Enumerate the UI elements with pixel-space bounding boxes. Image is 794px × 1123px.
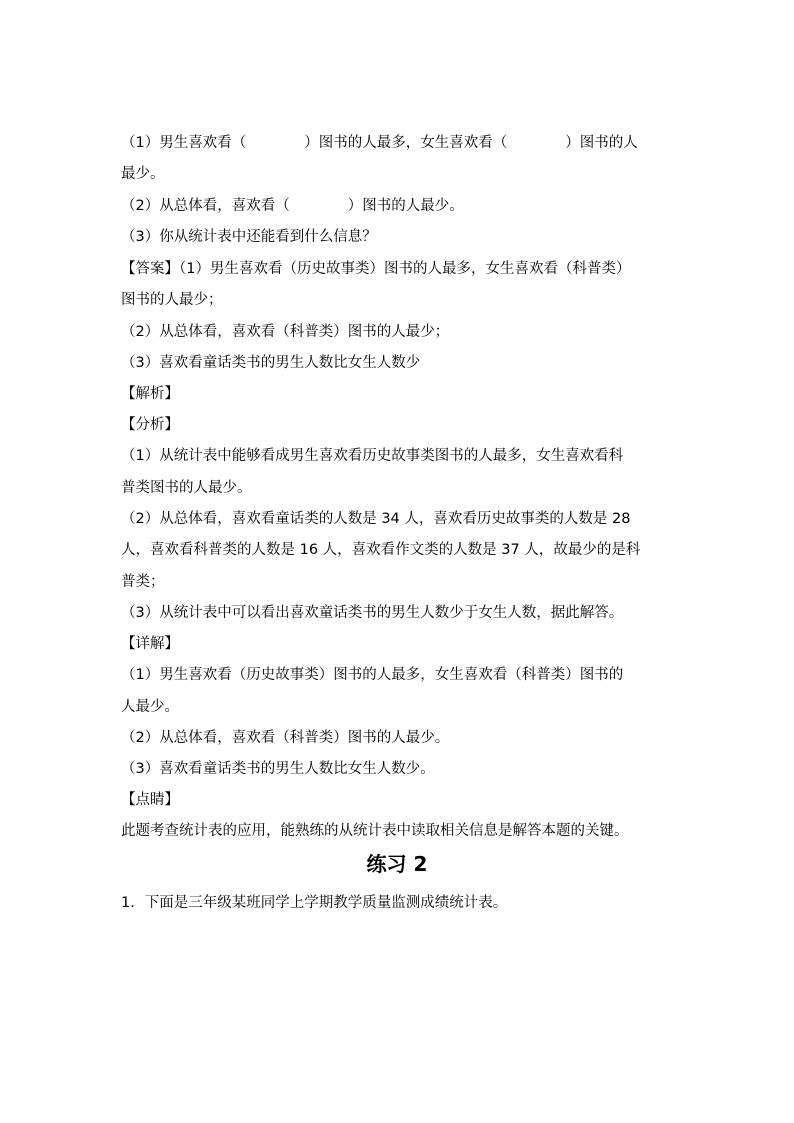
analysis-line-4: 人，喜欢看科普类的人数是 16 人，喜欢看作文类的人数是 37 人，故最少的是科 (121, 542, 641, 558)
question-2-line: （2）从总体看，喜欢看（ ）图书的人最少。 (121, 198, 464, 214)
answer-line-4: （3）喜欢看童话类书的男生人数比女生人数少 (121, 355, 421, 371)
analysis-line-2: 普类图书的人最少。 (121, 480, 252, 496)
analysis-subheading: 【分析】 (121, 417, 179, 433)
analysis-line-5: 普类； (121, 574, 165, 590)
question-3-line: （3）你从统计表中还能看到什么信息？ (121, 229, 377, 245)
comment-heading: 【点睛】 (121, 792, 179, 808)
exercise-question-1: 1．下面是三年级某班同学上学期教学质量监测成绩统计表。 (121, 895, 508, 911)
answer-line-2: 图书的人最少； (121, 292, 223, 308)
analysis-line-1: （1）从统计表中能够看成男生喜欢看历史故事类图书的人最多，女生喜欢看科 (121, 448, 624, 464)
question-1-line-2: 最少。 (121, 166, 165, 182)
analysis-line-3: （2）从总体看，喜欢看童话类的人数是 34 人，喜欢看历史故事类的人数是 28 (121, 511, 631, 527)
section-title: 练习 2 (366, 852, 428, 876)
analysis-heading: 【解析】 (121, 386, 179, 402)
detail-line-1: （1）男生喜欢看（历史故事类）图书的人最多，女生喜欢看（科普类）图书的 (121, 667, 624, 683)
answer-line-3: （2）从总体看，喜欢看（科普类）图书的人最少； (121, 324, 450, 340)
question-1-line-1: （1）男生喜欢看（ ）图书的人最多，女生喜欢看（ ）图书的人 (121, 135, 638, 151)
detail-line-3: （2）从总体看，喜欢看（科普类）图书的人最少。 (121, 730, 450, 746)
detail-line-4: （3）喜欢看童话类书的男生人数比女生人数少。 (121, 761, 435, 777)
detail-heading: 【详解】 (121, 636, 179, 652)
analysis-line-6: （3）从统计表中可以看出喜欢童话类书的男生人数少于女生人数，据此解答。 (121, 605, 624, 621)
detail-line-2: 人最少。 (121, 699, 179, 715)
comment-line: 此题考查统计表的应用，能熟练的从统计表中读取相关信息是解答本题的关键。 (121, 823, 629, 839)
answer-line-1: 【答案】（1）男生喜欢看（历史故事类）图书的人最多，女生喜欢看（科普类） (121, 261, 631, 277)
